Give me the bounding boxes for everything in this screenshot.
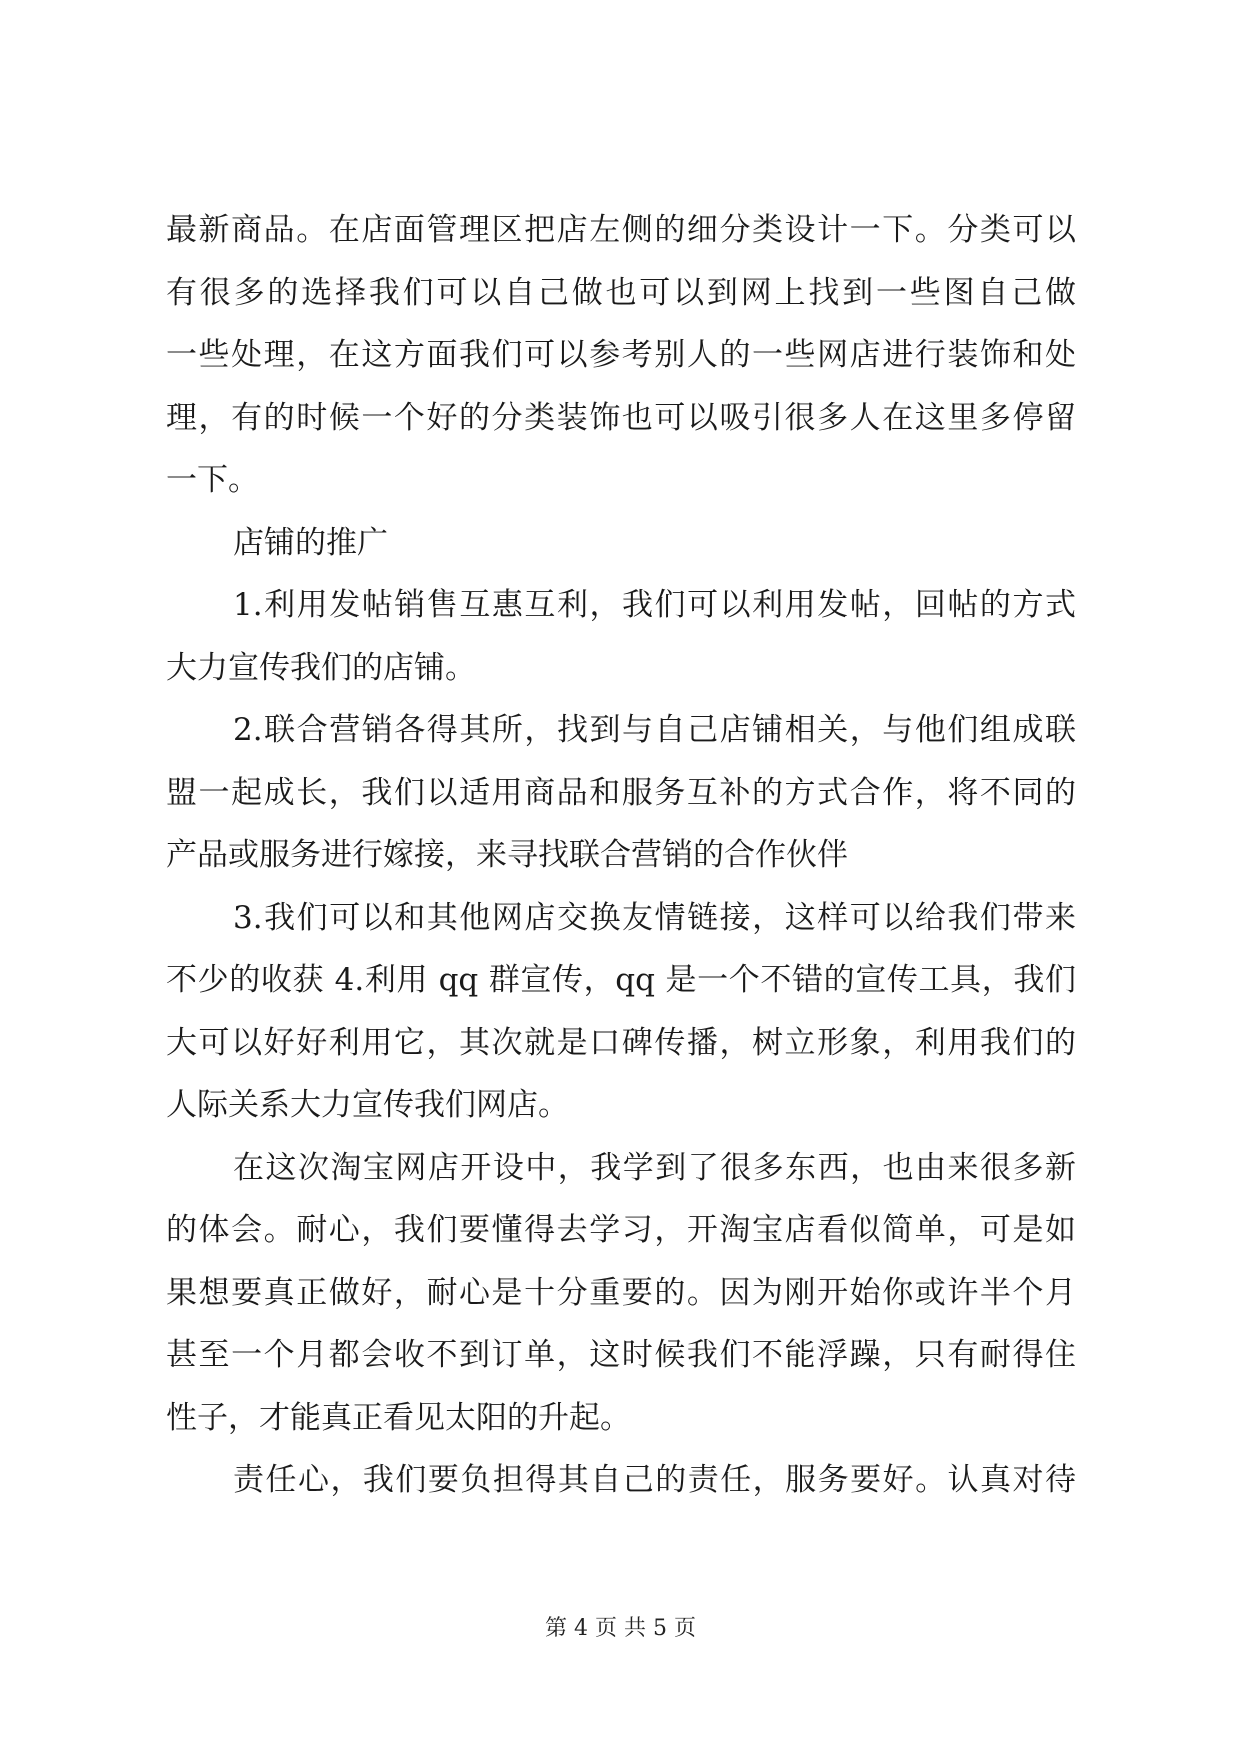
text-line: 在这次淘宝网店开设中，我学到了很多东西，也由来很多新	[233, 1150, 1076, 1186]
text-line: 责任心，我们要负担得其自己的责任，服务要好。认真对待	[233, 1462, 1076, 1498]
text-line: 1.利用发帖销售互惠互利，我们可以利用发帖，回帖的方式	[233, 587, 1076, 623]
text-line: 不少的收获 4.利用 qq 群宣传，qq 是一个不错的宣传工具，我们	[166, 962, 1076, 998]
text-line: 一下。	[166, 462, 259, 498]
text-line: 大可以好好利用它，其次就是口碑传播，树立形象，利用我们的	[166, 1025, 1076, 1061]
text-line: 最新商品。在店面管理区把店左侧的细分类设计一下。分类可以	[166, 212, 1076, 248]
text-line: 大力宣传我们的店铺。	[166, 650, 476, 686]
text-line: 理，有的时候一个好的分类装饰也可以吸引很多人在这里多停留	[166, 400, 1076, 436]
page-number-footer: 第 4 页 共 5 页	[545, 1616, 696, 1641]
text-line: 的体会。耐心，我们要懂得去学习，开淘宝店看似简单，可是如	[166, 1212, 1076, 1248]
text-line: 果想要真正做好，耐心是十分重要的。因为刚开始你或许半个月	[166, 1275, 1076, 1311]
text-line: 甚至一个月都会收不到订单，这时候我们不能浮躁，只有耐得住	[166, 1337, 1076, 1373]
text-line: 人际关系大力宣传我们网店。	[166, 1087, 569, 1123]
text-line: 3.我们可以和其他网店交换友情链接，这样可以给我们带来	[233, 900, 1076, 936]
text-line: 2.联合营销各得其所，找到与自己店铺相关，与他们组成联	[233, 712, 1076, 748]
section-heading: 店铺的推广	[233, 525, 388, 561]
text-line: 有很多的选择我们可以自己做也可以到网上找到一些图自己做	[166, 275, 1076, 311]
text-line: 产品或服务进行嫁接，来寻找联合营销的合作伙伴	[166, 837, 848, 873]
text-line: 性子，才能真正看见太阳的升起。	[166, 1400, 631, 1436]
text-line: 盟一起成长，我们以适用商品和服务互补的方式合作，将不同的	[166, 775, 1076, 811]
text-line: 一些处理，在这方面我们可以参考别人的一些网店进行装饰和处	[166, 337, 1076, 373]
